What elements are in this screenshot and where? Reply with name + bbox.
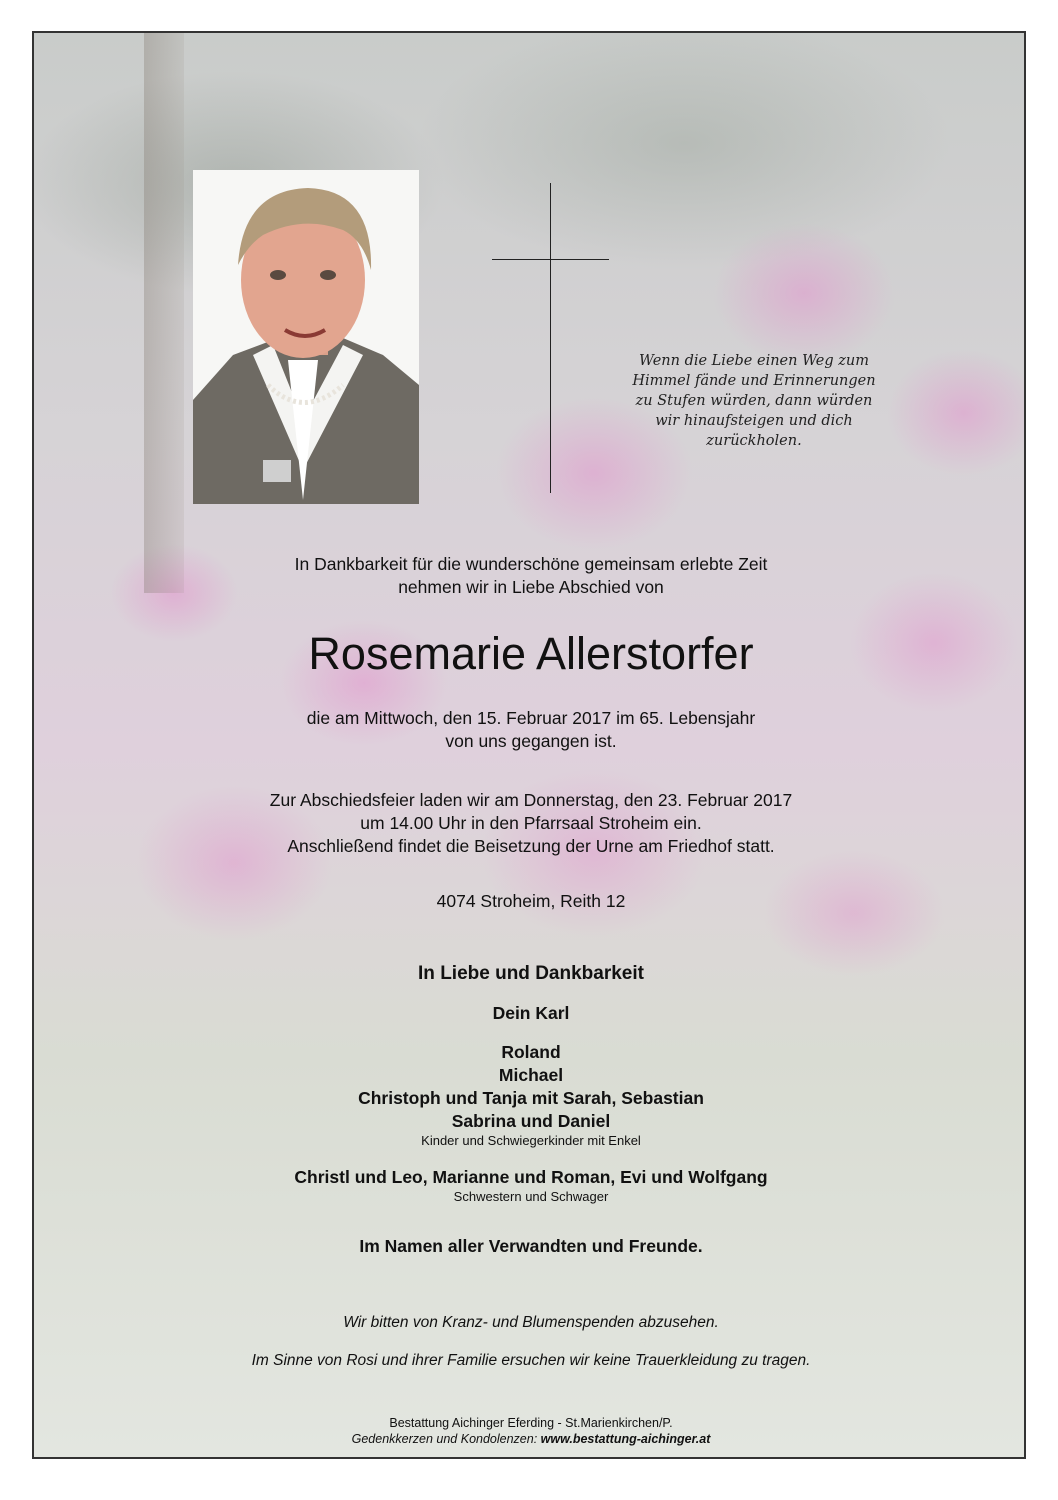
undertaker-name: Bestattung Aichinger Eferding - St.Marienkirchen/P. [389,1416,673,1430]
website-link[interactable]: www.bestattung-aichinger.at [540,1432,711,1446]
clothing-request: Im Sinne von Rosi und ihrer Familie ersuchen wir keine Trauerkleidung zu tragen. [251,1352,811,1369]
intro-line: In Dankbarkeit für die wunderschöne gemeinsam erlebte Zeit [294,554,768,574]
quote-line: zurückholen. [706,433,802,449]
relatives-line: Im Namen aller Verwandten und Freunde. [359,1236,703,1256]
child-name: Sabrina und Daniel [451,1111,611,1131]
quote-line: Wenn die Liebe einen Weg zum [638,353,870,369]
death-notice-line: von uns gegangen ist. [445,731,617,751]
portrait-photo [193,170,419,504]
quote-line: Himmel fände und Erinnerungen [632,373,876,389]
portrait-illustration [193,170,419,504]
quote-line: wir hinaufsteigen und dich [655,413,853,429]
siblings-names: Christl und Leo, Marianne und Roman, Evi und Wolfgang [294,1167,768,1187]
condolence-label: Gedenkkerzen und Kondolenzen: [351,1432,538,1446]
intro-text [34,553,1026,599]
ceremony-line: Anschließend findet die Beisetzung der Urne am Friedhof statt. [287,836,775,856]
background-tree-trunk [144,33,184,593]
deceased-name: Rosemarie Allerstorfer [308,628,754,679]
child-name: Roland [501,1042,561,1062]
child-name: Michael [498,1065,564,1085]
memorial-quote [604,351,904,451]
death-notice [34,707,1026,753]
children-caption: Kinder und Schwiegerkinder mit Enkel [421,1133,641,1148]
ceremony-details [34,789,1026,858]
children-list [34,1041,1026,1133]
cross-horizontal-line [492,259,609,260]
family-address: 4074 Stroheim, Reith 12 [436,891,626,911]
child-name: Christoph und Tanja mit Sarah, Sebastian [358,1088,704,1108]
intro-line: nehmen wir in Liebe Abschied von [398,577,664,597]
ceremony-line: Zur Abschiedsfeier laden wir am Donnerstag, den 23. Februar 2017 [269,790,793,810]
mourners-heading: In Liebe und Dankbarkeit [418,963,644,984]
death-notice-line: die am Mittwoch, den 15. Februar 2017 im 65. Lebensjahr [306,708,756,728]
condolence-line [34,1432,1026,1447]
obituary-card [32,31,1026,1459]
ceremony-line: um 14.00 Uhr in den Pfarrsaal Stroheim ein. [360,813,702,833]
quote-line: zu Stufen würden, dann würden [635,393,873,409]
flowers-request: Wir bitten von Kranz- und Blumenspenden abzusehen. [343,1314,719,1331]
husband-name: Dein Karl [492,1003,570,1023]
cross-vertical-line [550,183,551,493]
siblings-caption: Schwestern und Schwager [453,1189,609,1204]
